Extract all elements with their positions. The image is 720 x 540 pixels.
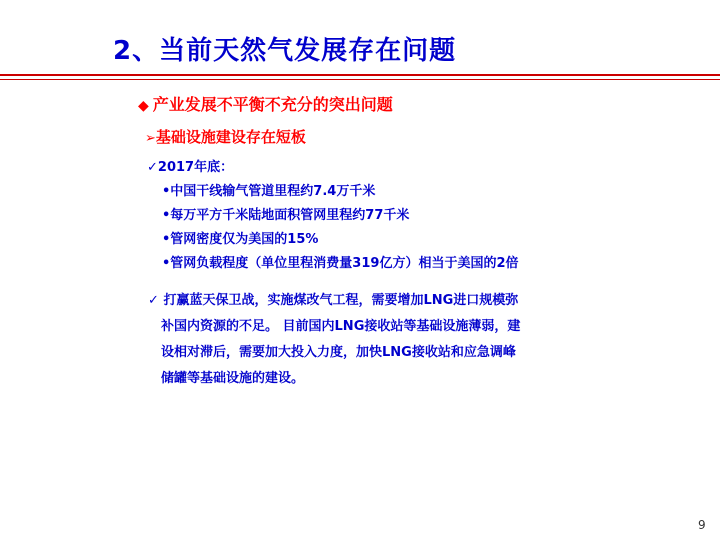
title-divider-thin (0, 79, 720, 80)
section-heading-text: 产业发展不平衡不充分的突出问题 (152, 95, 393, 114)
paragraph-line: 储罐等基础设施的建设。 (161, 371, 305, 386)
diamond-bullet-icon: ◆ (138, 98, 149, 114)
list-item: •管网负载程度（单位里程消费量319亿方）相当于美国的2倍 (162, 256, 519, 271)
section-heading (138, 92, 393, 115)
slide-title: 2、当前天然气发展存在问题 (113, 36, 457, 66)
list-item: •管网密度仅为美国的15% (162, 232, 319, 247)
arrow-bullet-icon: ➢ (145, 131, 156, 146)
page-number: 9 (698, 518, 706, 532)
subheading-text: 基础设施建设存在短板 (155, 128, 306, 146)
year-label-text: 2017年底： (157, 160, 234, 175)
paragraph-line (148, 288, 608, 314)
subheading (145, 126, 306, 147)
list-item: •中国干线输气管道里程约7.4万千米 (162, 184, 376, 199)
paragraph-line: 设相对滞后，需要加大投入力度，加快LNG接收站和应急调峰 (161, 345, 516, 360)
paragraph (148, 288, 608, 392)
list-item: •每万平方千米陆地面积管网里程约77千米 (162, 208, 410, 223)
paragraph-line: 补国内资源的不足。 目前国内LNG接收站等基础设施薄弱，建 (161, 319, 521, 334)
checkmark-icon: ✓ (147, 160, 158, 175)
paragraph-line-text: 打赢蓝天保卫战，实施煤改气工程，需要增加LNG进口规模弥 (163, 293, 519, 308)
checkmark-icon: ✓ (148, 293, 159, 308)
title-divider-thick (0, 74, 720, 76)
year-label (147, 156, 233, 175)
